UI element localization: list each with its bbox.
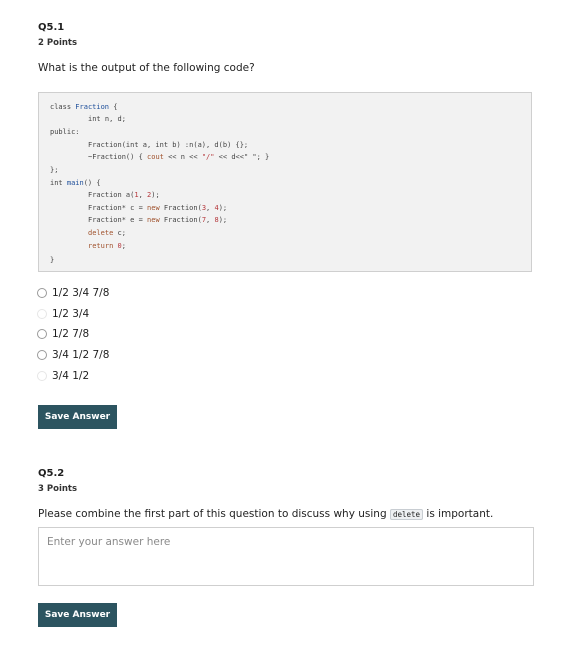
code-line: Fraction* c = new Fraction(3, 4); (88, 204, 228, 212)
answer-option[interactable] (37, 327, 89, 341)
answer-option[interactable] (37, 286, 109, 300)
code-line: }; (50, 166, 59, 174)
answer-textarea[interactable] (38, 527, 534, 586)
answer-option-label: 1/2 7/8 (52, 328, 90, 340)
code-line: return 0; (88, 242, 126, 250)
save-answer-button[interactable]: Save Answer (38, 405, 117, 429)
answer-option[interactable] (37, 369, 89, 383)
question-title: Q5.1 (38, 22, 65, 33)
inline-code: delete (390, 509, 423, 520)
answer-option-label: 3/4 1/2 7/8 (52, 349, 110, 361)
code-line: ~Fraction() { cout << n << "/" << d<<" "; } (88, 153, 270, 161)
answer-option[interactable] (37, 307, 89, 321)
answer-option-label: 3/4 1/2 (52, 370, 90, 382)
radio-button[interactable] (37, 371, 47, 381)
code-line: Fraction(int a, int b) :n(a), d(b) {}; (88, 141, 249, 149)
question-prompt: What is the output of the following code? (38, 62, 255, 74)
radio-button[interactable] (37, 288, 47, 298)
question-prompt: Please combine the first part of this question to discuss why using delete is important. (38, 508, 494, 520)
code-line: delete c; (88, 229, 126, 237)
code-line: public: (50, 128, 80, 136)
question-title: Q5.2 (38, 468, 65, 479)
code-line: } (50, 256, 55, 264)
question-points: 2 Points (38, 38, 78, 48)
answer-option-label: 1/2 3/4 (52, 308, 90, 320)
question-points: 3 Points (38, 484, 78, 494)
code-line: int n, d; (88, 115, 126, 123)
code-block (38, 92, 532, 272)
radio-button[interactable] (37, 350, 47, 360)
code-line: class Fraction { (50, 103, 118, 111)
answer-option-label: 1/2 3/4 7/8 (52, 287, 110, 299)
code-line: Fraction a(1, 2); (88, 191, 160, 199)
radio-button[interactable] (37, 329, 47, 339)
save-answer-button[interactable]: Save Answer (38, 603, 117, 627)
code-line: int main() { (50, 179, 101, 187)
code-line: Fraction* e = new Fraction(7, 8); (88, 216, 228, 224)
answer-option[interactable] (37, 348, 109, 362)
radio-button[interactable] (37, 309, 47, 319)
